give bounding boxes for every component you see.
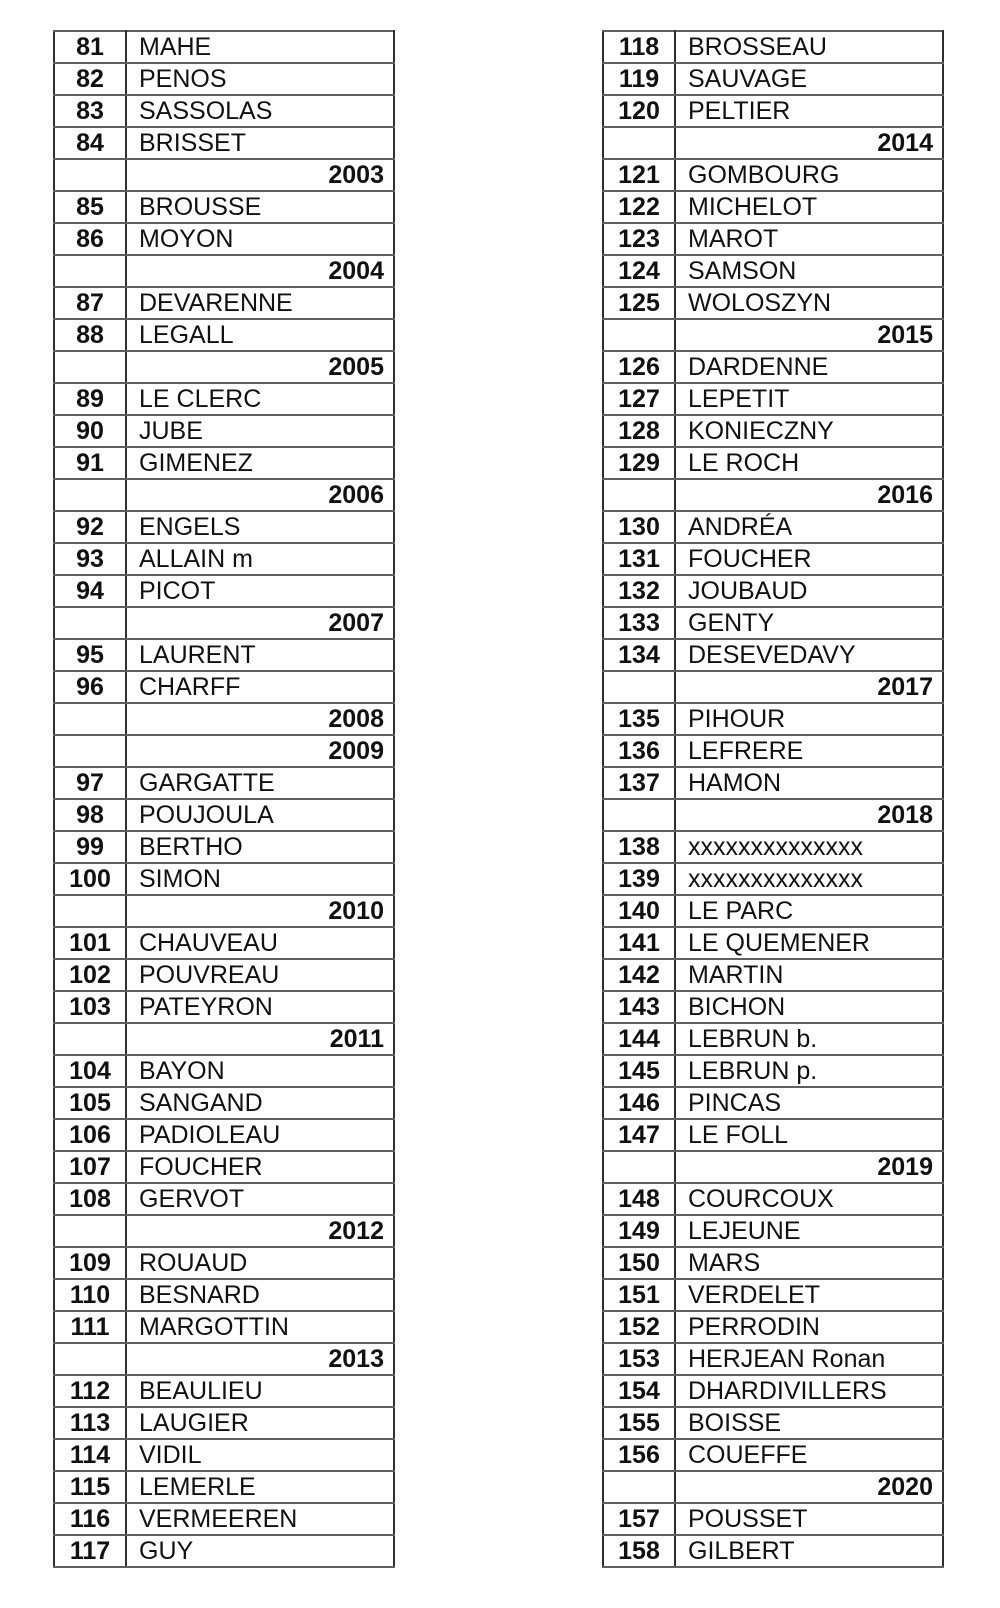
- year-cell: 2012: [126, 1215, 394, 1247]
- year-cell: 2008: [126, 703, 394, 735]
- member-row: [603, 63, 943, 95]
- member-row: [603, 1535, 943, 1567]
- name-cell: LEBRUN b.: [675, 1023, 943, 1055]
- name-cell: MOYON: [126, 223, 394, 255]
- row-number-cell: 147: [603, 1119, 675, 1151]
- row-number-cell: 99: [54, 831, 126, 863]
- row-number-cell: 121: [603, 159, 675, 191]
- name-cell: POUSSET: [675, 1503, 943, 1535]
- name-cell: LE FOLL: [675, 1119, 943, 1151]
- name-cell: LE PARC: [675, 895, 943, 927]
- row-number-cell: 82: [54, 63, 126, 95]
- name-cell: VERDELET: [675, 1279, 943, 1311]
- row-number-cell: 126: [603, 351, 675, 383]
- name-cell: ANDRÉA: [675, 511, 943, 543]
- name-cell: SANGAND: [126, 1087, 394, 1119]
- member-row: [54, 1247, 394, 1279]
- roster-table-right-body: [603, 31, 943, 1567]
- name-cell: PATEYRON: [126, 991, 394, 1023]
- member-row: [54, 863, 394, 895]
- row-number-cell: 89: [54, 383, 126, 415]
- member-row: [603, 1215, 943, 1247]
- name-cell: BROUSSE: [126, 191, 394, 223]
- member-row: [603, 1023, 943, 1055]
- member-row: [54, 31, 394, 63]
- year-cell: 2011: [126, 1023, 394, 1055]
- member-row: [603, 927, 943, 959]
- name-cell: BESNARD: [126, 1279, 394, 1311]
- name-cell: DARDENNE: [675, 351, 943, 383]
- row-number-cell: 103: [54, 991, 126, 1023]
- name-cell: MARTIN: [675, 959, 943, 991]
- name-cell: MARS: [675, 1247, 943, 1279]
- row-number-cell: 98: [54, 799, 126, 831]
- member-row: [603, 863, 943, 895]
- year-row: [603, 1151, 943, 1183]
- row-number-cell: [54, 1343, 126, 1375]
- year-cell: 2017: [675, 671, 943, 703]
- member-row: [603, 255, 943, 287]
- row-number-cell: 90: [54, 415, 126, 447]
- year-cell: 2006: [126, 479, 394, 511]
- member-row: [54, 575, 394, 607]
- member-row: [603, 159, 943, 191]
- name-cell: LAURENT: [126, 639, 394, 671]
- name-cell: BAYON: [126, 1055, 394, 1087]
- row-number-cell: 106: [54, 1119, 126, 1151]
- member-row: [54, 1119, 394, 1151]
- row-number-cell: 109: [54, 1247, 126, 1279]
- name-cell: JOUBAUD: [675, 575, 943, 607]
- row-number-cell: [54, 735, 126, 767]
- member-row: [603, 575, 943, 607]
- name-cell: LEFRERE: [675, 735, 943, 767]
- member-row: [54, 127, 394, 159]
- year-row: [54, 735, 394, 767]
- row-number-cell: 122: [603, 191, 675, 223]
- row-number-cell: 154: [603, 1375, 675, 1407]
- member-row: [54, 1279, 394, 1311]
- name-cell: LE ROCH: [675, 447, 943, 479]
- row-number-cell: 125: [603, 287, 675, 319]
- member-row: [603, 1375, 943, 1407]
- year-row: [54, 351, 394, 383]
- row-number-cell: 107: [54, 1151, 126, 1183]
- year-cell: 2020: [675, 1471, 943, 1503]
- member-row: [54, 1087, 394, 1119]
- name-cell: HERJEAN Ronan: [675, 1343, 943, 1375]
- year-cell: 2003: [126, 159, 394, 191]
- row-number-cell: [603, 479, 675, 511]
- row-number-cell: 93: [54, 543, 126, 575]
- row-number-cell: 118: [603, 31, 675, 63]
- row-number-cell: 108: [54, 1183, 126, 1215]
- year-row: [603, 319, 943, 351]
- row-number-cell: 95: [54, 639, 126, 671]
- year-cell: 2019: [675, 1151, 943, 1183]
- row-number-cell: [54, 1215, 126, 1247]
- member-row: [603, 1407, 943, 1439]
- row-number-cell: 140: [603, 895, 675, 927]
- row-number-cell: [54, 895, 126, 927]
- member-row: [54, 1407, 394, 1439]
- member-row: [603, 543, 943, 575]
- member-row: [603, 31, 943, 63]
- name-cell: LE CLERC: [126, 383, 394, 415]
- member-row: [603, 95, 943, 127]
- member-row: [603, 1503, 943, 1535]
- year-cell: 2005: [126, 351, 394, 383]
- member-row: [54, 223, 394, 255]
- member-row: [603, 895, 943, 927]
- name-cell: xxxxxxxxxxxxxx: [675, 831, 943, 863]
- row-number-cell: 94: [54, 575, 126, 607]
- name-cell: HAMON: [675, 767, 943, 799]
- member-row: [603, 735, 943, 767]
- row-number-cell: 143: [603, 991, 675, 1023]
- member-row: [603, 287, 943, 319]
- row-number-cell: 115: [54, 1471, 126, 1503]
- member-row: [54, 95, 394, 127]
- row-number-cell: 83: [54, 95, 126, 127]
- name-cell: WOLOSZYN: [675, 287, 943, 319]
- row-number-cell: 132: [603, 575, 675, 607]
- row-number-cell: 157: [603, 1503, 675, 1535]
- name-cell: BOISSE: [675, 1407, 943, 1439]
- row-number-cell: 146: [603, 1087, 675, 1119]
- row-number-cell: [54, 255, 126, 287]
- name-cell: GUY: [126, 1535, 394, 1567]
- member-row: [54, 191, 394, 223]
- member-row: [54, 1311, 394, 1343]
- row-number-cell: 144: [603, 1023, 675, 1055]
- row-number-cell: 124: [603, 255, 675, 287]
- member-row: [603, 223, 943, 255]
- row-number-cell: 156: [603, 1439, 675, 1471]
- row-number-cell: 100: [54, 863, 126, 895]
- row-number-cell: 152: [603, 1311, 675, 1343]
- row-number-cell: [54, 159, 126, 191]
- member-row: [54, 671, 394, 703]
- name-cell: LEMERLE: [126, 1471, 394, 1503]
- year-row: [54, 703, 394, 735]
- name-cell: SAUVAGE: [675, 63, 943, 95]
- year-row: [54, 1023, 394, 1055]
- name-cell: GARGATTE: [126, 767, 394, 799]
- row-number-cell: 112: [54, 1375, 126, 1407]
- member-row: [603, 1311, 943, 1343]
- roster-table-left-body: [54, 31, 394, 1567]
- name-cell: MAROT: [675, 223, 943, 255]
- name-cell: BEAULIEU: [126, 1375, 394, 1407]
- name-cell: COUEFFE: [675, 1439, 943, 1471]
- name-cell: KONIECZNY: [675, 415, 943, 447]
- year-row: [603, 671, 943, 703]
- member-row: [54, 63, 394, 95]
- member-row: [603, 1439, 943, 1471]
- name-cell: POUVREAU: [126, 959, 394, 991]
- member-row: [603, 351, 943, 383]
- row-number-cell: [54, 479, 126, 511]
- name-cell: xxxxxxxxxxxxxx: [675, 863, 943, 895]
- member-row: [54, 767, 394, 799]
- name-cell: PINCAS: [675, 1087, 943, 1119]
- row-number-cell: 105: [54, 1087, 126, 1119]
- member-row: [603, 1055, 943, 1087]
- year-row: [603, 1471, 943, 1503]
- row-number-cell: 128: [603, 415, 675, 447]
- member-row: [603, 831, 943, 863]
- row-number-cell: 86: [54, 223, 126, 255]
- row-number-cell: 129: [603, 447, 675, 479]
- member-row: [603, 1343, 943, 1375]
- row-number-cell: [603, 1151, 675, 1183]
- year-row: [54, 607, 394, 639]
- member-row: [54, 1439, 394, 1471]
- name-cell: ALLAIN m: [126, 543, 394, 575]
- member-row: [603, 191, 943, 223]
- roster-table-left: [53, 30, 395, 1568]
- row-number-cell: 116: [54, 1503, 126, 1535]
- row-number-cell: 119: [603, 63, 675, 95]
- row-number-cell: 151: [603, 1279, 675, 1311]
- member-row: [603, 639, 943, 671]
- row-number-cell: 104: [54, 1055, 126, 1087]
- name-cell: LEPETIT: [675, 383, 943, 415]
- member-row: [54, 415, 394, 447]
- row-number-cell: [603, 319, 675, 351]
- row-number-cell: 101: [54, 927, 126, 959]
- row-number-cell: 134: [603, 639, 675, 671]
- year-cell: 2010: [126, 895, 394, 927]
- row-number-cell: 153: [603, 1343, 675, 1375]
- year-row: [603, 799, 943, 831]
- row-number-cell: 135: [603, 703, 675, 735]
- row-number-cell: 139: [603, 863, 675, 895]
- row-number-cell: 131: [603, 543, 675, 575]
- member-row: [54, 927, 394, 959]
- row-number-cell: 114: [54, 1439, 126, 1471]
- row-number-cell: 142: [603, 959, 675, 991]
- row-number-cell: 88: [54, 319, 126, 351]
- name-cell: VIDIL: [126, 1439, 394, 1471]
- member-row: [54, 287, 394, 319]
- member-row: [54, 543, 394, 575]
- name-cell: LE QUEMENER: [675, 927, 943, 959]
- year-cell: 2014: [675, 127, 943, 159]
- member-row: [54, 1503, 394, 1535]
- row-number-cell: 127: [603, 383, 675, 415]
- member-row: [603, 703, 943, 735]
- row-number-cell: 158: [603, 1535, 675, 1567]
- name-cell: VERMEEREN: [126, 1503, 394, 1535]
- row-number-cell: 102: [54, 959, 126, 991]
- row-number-cell: 133: [603, 607, 675, 639]
- member-row: [603, 511, 943, 543]
- row-number-cell: 110: [54, 1279, 126, 1311]
- name-cell: GERVOT: [126, 1183, 394, 1215]
- name-cell: MARGOTTIN: [126, 1311, 394, 1343]
- roster-table-right: [602, 30, 944, 1568]
- member-row: [54, 959, 394, 991]
- name-cell: BICHON: [675, 991, 943, 1023]
- year-row: [54, 159, 394, 191]
- year-cell: 2009: [126, 735, 394, 767]
- member-row: [54, 511, 394, 543]
- name-cell: DHARDIVILLERS: [675, 1375, 943, 1407]
- name-cell: FOUCHER: [675, 543, 943, 575]
- year-cell: 2007: [126, 607, 394, 639]
- row-number-cell: [603, 671, 675, 703]
- row-number-cell: 137: [603, 767, 675, 799]
- year-row: [54, 895, 394, 927]
- name-cell: JUBE: [126, 415, 394, 447]
- name-cell: CHARFF: [126, 671, 394, 703]
- year-row: [54, 1343, 394, 1375]
- row-number-cell: 123: [603, 223, 675, 255]
- year-row: [603, 479, 943, 511]
- member-row: [603, 1183, 943, 1215]
- member-row: [54, 991, 394, 1023]
- member-row: [603, 383, 943, 415]
- name-cell: DEVARENNE: [126, 287, 394, 319]
- row-number-cell: 85: [54, 191, 126, 223]
- row-number-cell: 97: [54, 767, 126, 799]
- row-number-cell: [54, 703, 126, 735]
- member-row: [603, 1247, 943, 1279]
- member-row: [54, 383, 394, 415]
- member-row: [54, 799, 394, 831]
- name-cell: PERRODIN: [675, 1311, 943, 1343]
- row-number-cell: 141: [603, 927, 675, 959]
- year-cell: 2016: [675, 479, 943, 511]
- member-row: [603, 1087, 943, 1119]
- row-number-cell: 91: [54, 447, 126, 479]
- name-cell: PENOS: [126, 63, 394, 95]
- name-cell: GENTY: [675, 607, 943, 639]
- member-row: [54, 831, 394, 863]
- name-cell: PICOT: [126, 575, 394, 607]
- member-row: [603, 415, 943, 447]
- row-number-cell: [54, 607, 126, 639]
- member-row: [54, 639, 394, 671]
- member-row: [54, 319, 394, 351]
- row-number-cell: [54, 1023, 126, 1055]
- row-number-cell: 111: [54, 1311, 126, 1343]
- row-number-cell: [603, 799, 675, 831]
- row-number-cell: 120: [603, 95, 675, 127]
- row-number-cell: 150: [603, 1247, 675, 1279]
- row-number-cell: [54, 351, 126, 383]
- name-cell: LEBRUN p.: [675, 1055, 943, 1087]
- name-cell: GILBERT: [675, 1535, 943, 1567]
- member-row: [603, 959, 943, 991]
- row-number-cell: 145: [603, 1055, 675, 1087]
- row-number-cell: 136: [603, 735, 675, 767]
- year-cell: 2004: [126, 255, 394, 287]
- member-row: [603, 1119, 943, 1151]
- name-cell: DESEVEDAVY: [675, 639, 943, 671]
- year-row: [603, 127, 943, 159]
- name-cell: PADIOLEAU: [126, 1119, 394, 1151]
- year-row: [54, 1215, 394, 1247]
- row-number-cell: 155: [603, 1407, 675, 1439]
- member-row: [54, 447, 394, 479]
- row-number-cell: 117: [54, 1535, 126, 1567]
- row-number-cell: [603, 1471, 675, 1503]
- name-cell: FOUCHER: [126, 1151, 394, 1183]
- name-cell: MICHELOT: [675, 191, 943, 223]
- year-cell: 2018: [675, 799, 943, 831]
- row-number-cell: 84: [54, 127, 126, 159]
- name-cell: CHAUVEAU: [126, 927, 394, 959]
- row-number-cell: 96: [54, 671, 126, 703]
- row-number-cell: 81: [54, 31, 126, 63]
- row-number-cell: 149: [603, 1215, 675, 1247]
- row-number-cell: 87: [54, 287, 126, 319]
- name-cell: SAMSON: [675, 255, 943, 287]
- name-cell: ENGELS: [126, 511, 394, 543]
- name-cell: PIHOUR: [675, 703, 943, 735]
- name-cell: BERTHO: [126, 831, 394, 863]
- name-cell: LEJEUNE: [675, 1215, 943, 1247]
- member-row: [603, 607, 943, 639]
- member-row: [54, 1375, 394, 1407]
- member-row: [603, 1279, 943, 1311]
- name-cell: PELTIER: [675, 95, 943, 127]
- member-row: [603, 447, 943, 479]
- name-cell: LEGALL: [126, 319, 394, 351]
- name-cell: GOMBOURG: [675, 159, 943, 191]
- year-cell: 2015: [675, 319, 943, 351]
- row-number-cell: 130: [603, 511, 675, 543]
- row-number-cell: 113: [54, 1407, 126, 1439]
- member-row: [54, 1471, 394, 1503]
- member-row: [54, 1183, 394, 1215]
- year-row: [54, 255, 394, 287]
- name-cell: BROSSEAU: [675, 31, 943, 63]
- name-cell: COURCOUX: [675, 1183, 943, 1215]
- name-cell: BRISSET: [126, 127, 394, 159]
- member-row: [603, 991, 943, 1023]
- name-cell: POUJOULA: [126, 799, 394, 831]
- row-number-cell: 92: [54, 511, 126, 543]
- year-row: [54, 479, 394, 511]
- name-cell: ROUAUD: [126, 1247, 394, 1279]
- name-cell: LAUGIER: [126, 1407, 394, 1439]
- name-cell: SASSOLAS: [126, 95, 394, 127]
- name-cell: SIMON: [126, 863, 394, 895]
- member-row: [54, 1535, 394, 1567]
- name-cell: MAHE: [126, 31, 394, 63]
- name-cell: GIMENEZ: [126, 447, 394, 479]
- row-number-cell: [603, 127, 675, 159]
- member-row: [54, 1151, 394, 1183]
- year-cell: 2013: [126, 1343, 394, 1375]
- member-row: [54, 1055, 394, 1087]
- member-row: [603, 767, 943, 799]
- row-number-cell: 138: [603, 831, 675, 863]
- row-number-cell: 148: [603, 1183, 675, 1215]
